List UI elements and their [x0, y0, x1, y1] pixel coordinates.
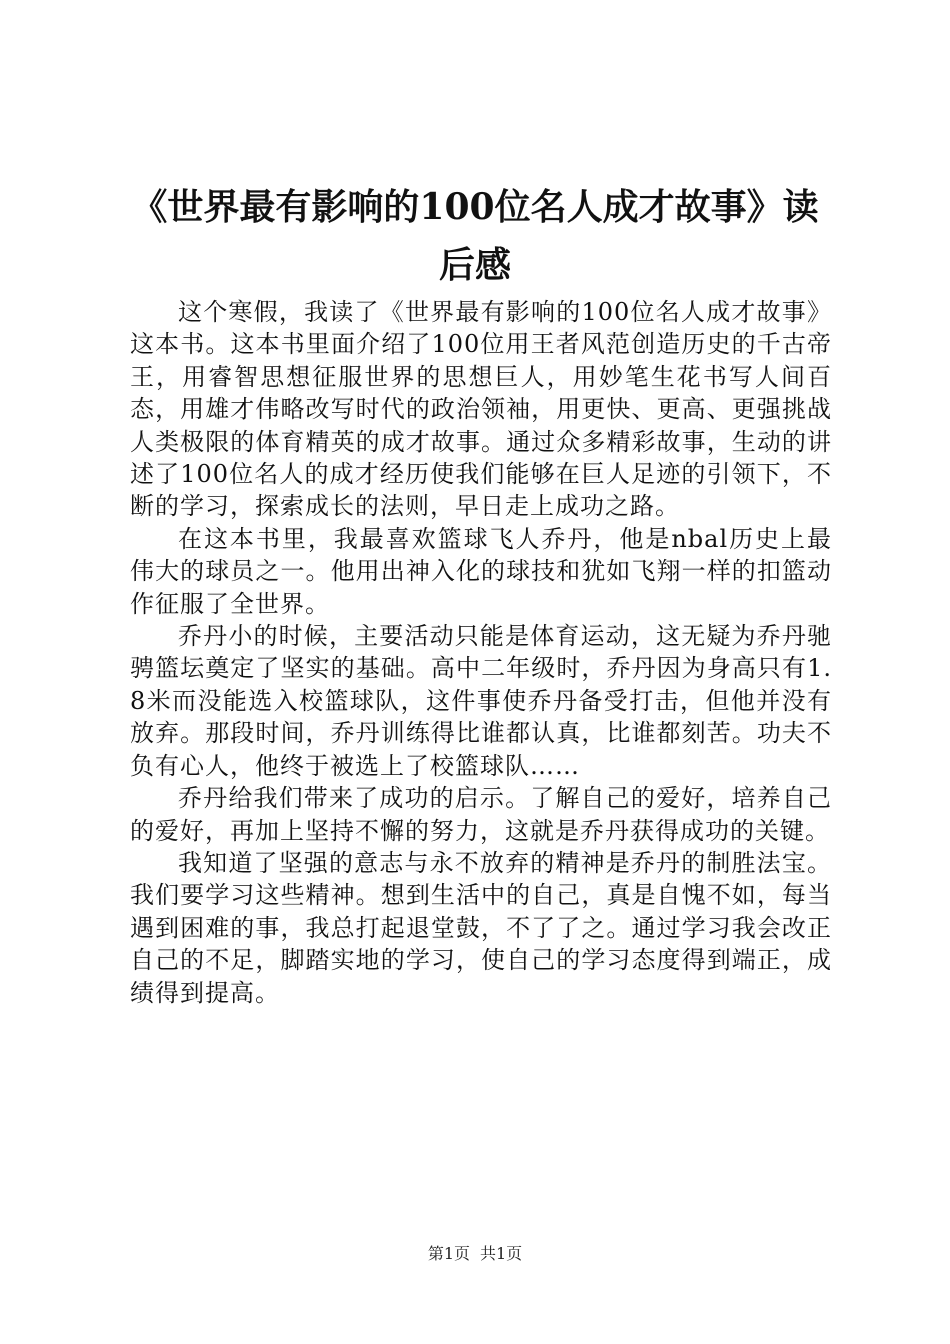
paragraph-3: 乔丹小的时候，主要活动只能是体育运动，这无疑为乔丹驰骋篮坛奠定了坚实的基础。高中二年级时，乔丹因为身高只有1.8米而没能选入校篮球队，这件事使乔丹备受打击，但他并没有放弃。那段时间，乔丹训练得比谁都认真，比谁都刻苦。功夫不负有心人，他终于被选上了校篮球队……: [130, 622, 832, 780]
page-number-current: 第1页: [427, 1244, 470, 1263]
page-footer: [0, 1243, 950, 1265]
paragraph-5: 我知道了坚强的意志与永不放弃的精神是乔丹的制胜法宝。我们要学习这些精神。想到生活中的自己，真是自愧不如，每当遇到困难的事，我总打起退堂鼓，不了了之。通过学习我会改正自己的不足，脚踏实地的学习，使自己的学习态度得到端正，成绩得到提高。: [130, 848, 832, 1007]
document-title: 《世界最有影响的100位名人成才故事》读后感: [131, 186, 819, 286]
page-number-total: 共1页: [480, 1244, 523, 1263]
document-body: [130, 296, 832, 1009]
paragraph-4: 乔丹给我们带来了成功的启示。了解自己的爱好，培养自己的爱好，再加上坚持不懈的努力，这就是乔丹获得成功的关键。: [130, 784, 832, 845]
paragraph-1: 这个寒假，我读了《世界最有影响的100位名人成才故事》这本书。这本书里面介绍了100位用王者风范创造历史的千古帝王，用睿智思想征服世界的思想巨人，用妙笔生花书写人间百态，用雄才伟略改写时代的政治领袖，用更快、更高、更强挑战人类极限的体育精英的成才故事。通过众多精彩故事，生动的讲述了100位名人的成才经历使我们能够在巨人足迹的引领下，不断的学习，探索成长的法则，早日走上成功之路。: [130, 298, 832, 521]
paragraph-2: 在这本书里，我最喜欢篮球飞人乔丹，他是nbal历史上最伟大的球员之一。他用出神入化的球技和犹如飞翔一样的扣篮动作征服了全世界。: [130, 524, 832, 618]
